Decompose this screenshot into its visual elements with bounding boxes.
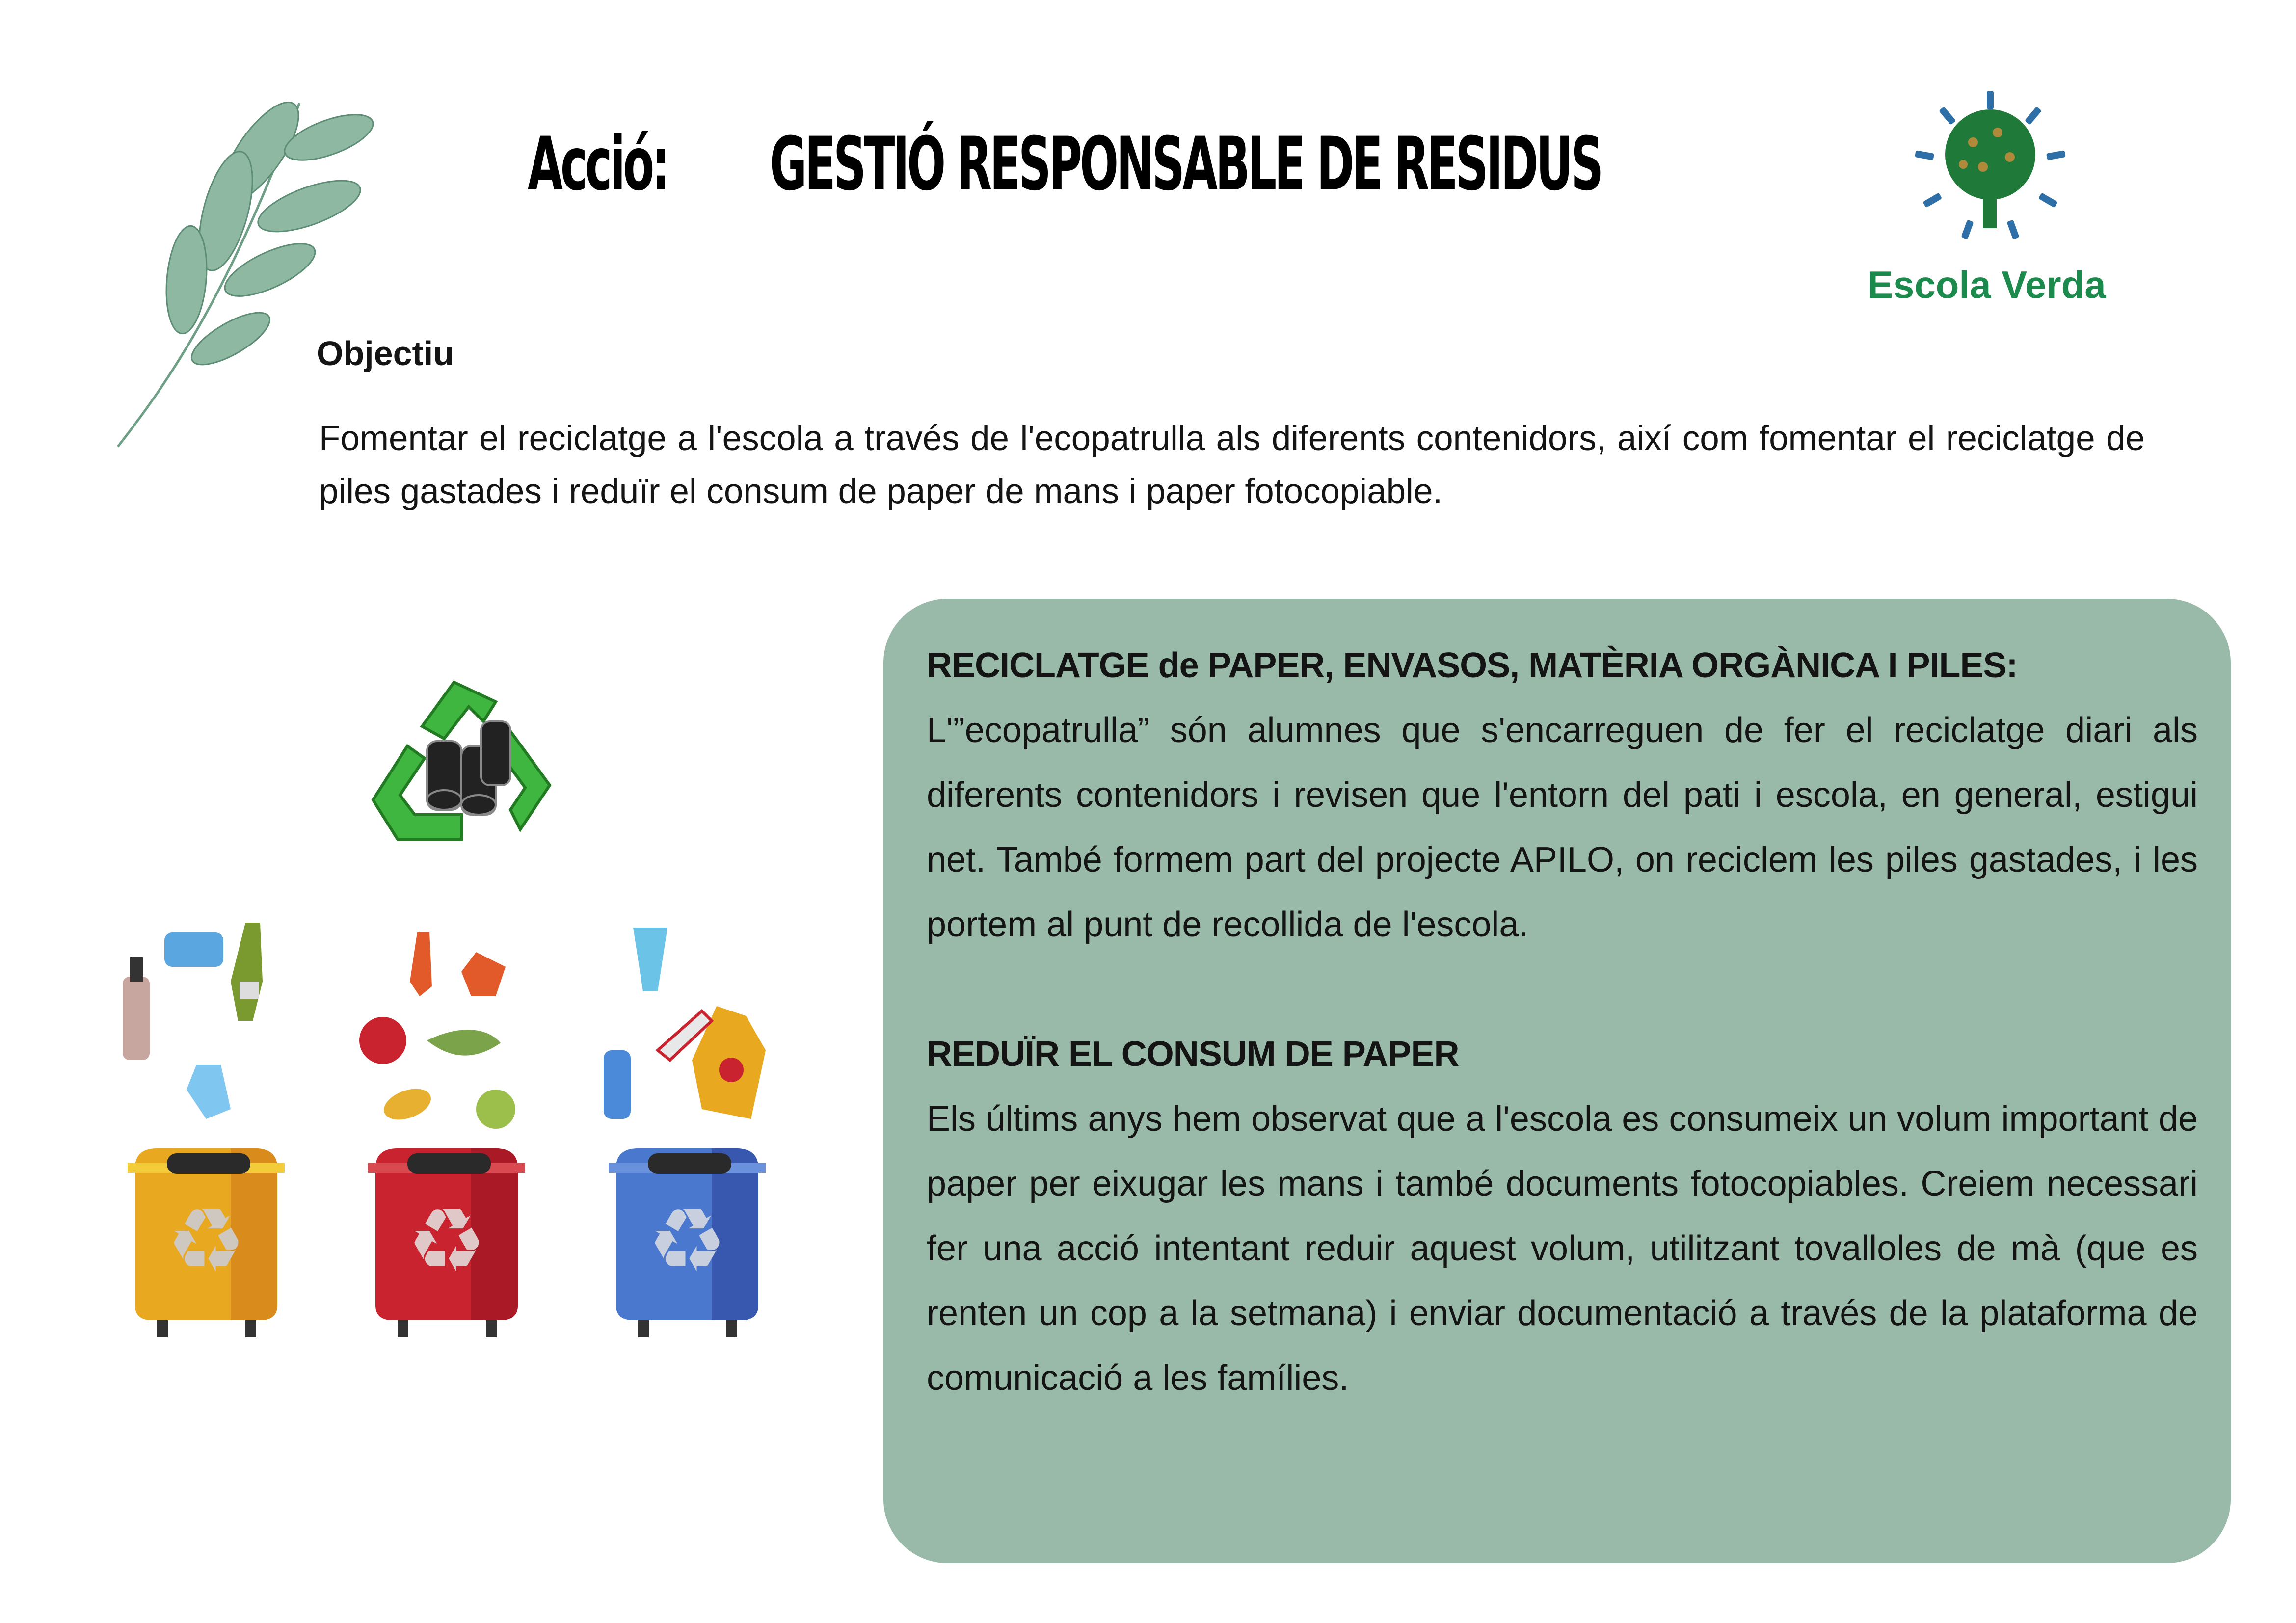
page-title: GESTIÓ RESPONSABLE DE RESIDUS <box>770 122 1602 207</box>
recycling-bins-illustration <box>113 903 810 1443</box>
info-panel-content <box>927 633 2198 1410</box>
section-recycling-heading: RECICLATGE de PAPER, ENVASOS, MATÈRIA ORGÀNICA I PILES: <box>927 646 2018 685</box>
yellow-recycling-bin <box>128 1148 285 1337</box>
battery-recycle-icon <box>363 672 560 854</box>
packaging-waste-items <box>123 923 263 1119</box>
section-paper-heading: REDUÏR EL CONSUM DE PAPER <box>927 1035 1459 1074</box>
svg-text:♻: ♻ <box>647 1190 727 1292</box>
logo-text: Escola Verda <box>1868 263 2106 306</box>
organic-waste-items <box>359 932 515 1129</box>
tree-sun-icon <box>1909 88 2071 245</box>
objective-heading: Objectiu <box>317 334 454 372</box>
leaf-branch-icon <box>113 83 368 456</box>
action-label: Acció: <box>528 122 668 207</box>
svg-text:♻: ♻ <box>166 1190 246 1292</box>
svg-text:♻: ♻ <box>407 1190 486 1292</box>
objective-text: Fomentar el reciclatge a l'escola a través de l'ecopatrulla als diferents contenidors, així com fomentar el reciclatge de piles gastades i reduïr el consum de paper de mans i paper fotocopiable. <box>319 419 2145 511</box>
section-recycling-text: L'”ecopatrulla” són alumnes que s'encarreguen de fer el reciclatge diari als diferents contenidors i revisen que l'entorn del pati i escola, en general, estigui net. També formem part del projecte APILO, on reciclem les piles gastades, i les portem al punt de recollida de l'escola. <box>927 711 2198 944</box>
plastic-waste-items <box>604 928 766 1119</box>
red-recycling-bin <box>368 1148 525 1337</box>
section-paper-text: Els últims anys hem observat que a l'escola es consumeix un volum important de paper per eixugar les mans i també documents fotocopiables. Creiem necessari fer una acció intentant reduir aquest volum, utilitzant tovalloles de mà (que es renten un cop a la setmana) i enviar documentació a través de la plataforma de comunicació a les famílies. <box>927 1099 2198 1398</box>
blue-recycling-bin <box>609 1148 766 1337</box>
